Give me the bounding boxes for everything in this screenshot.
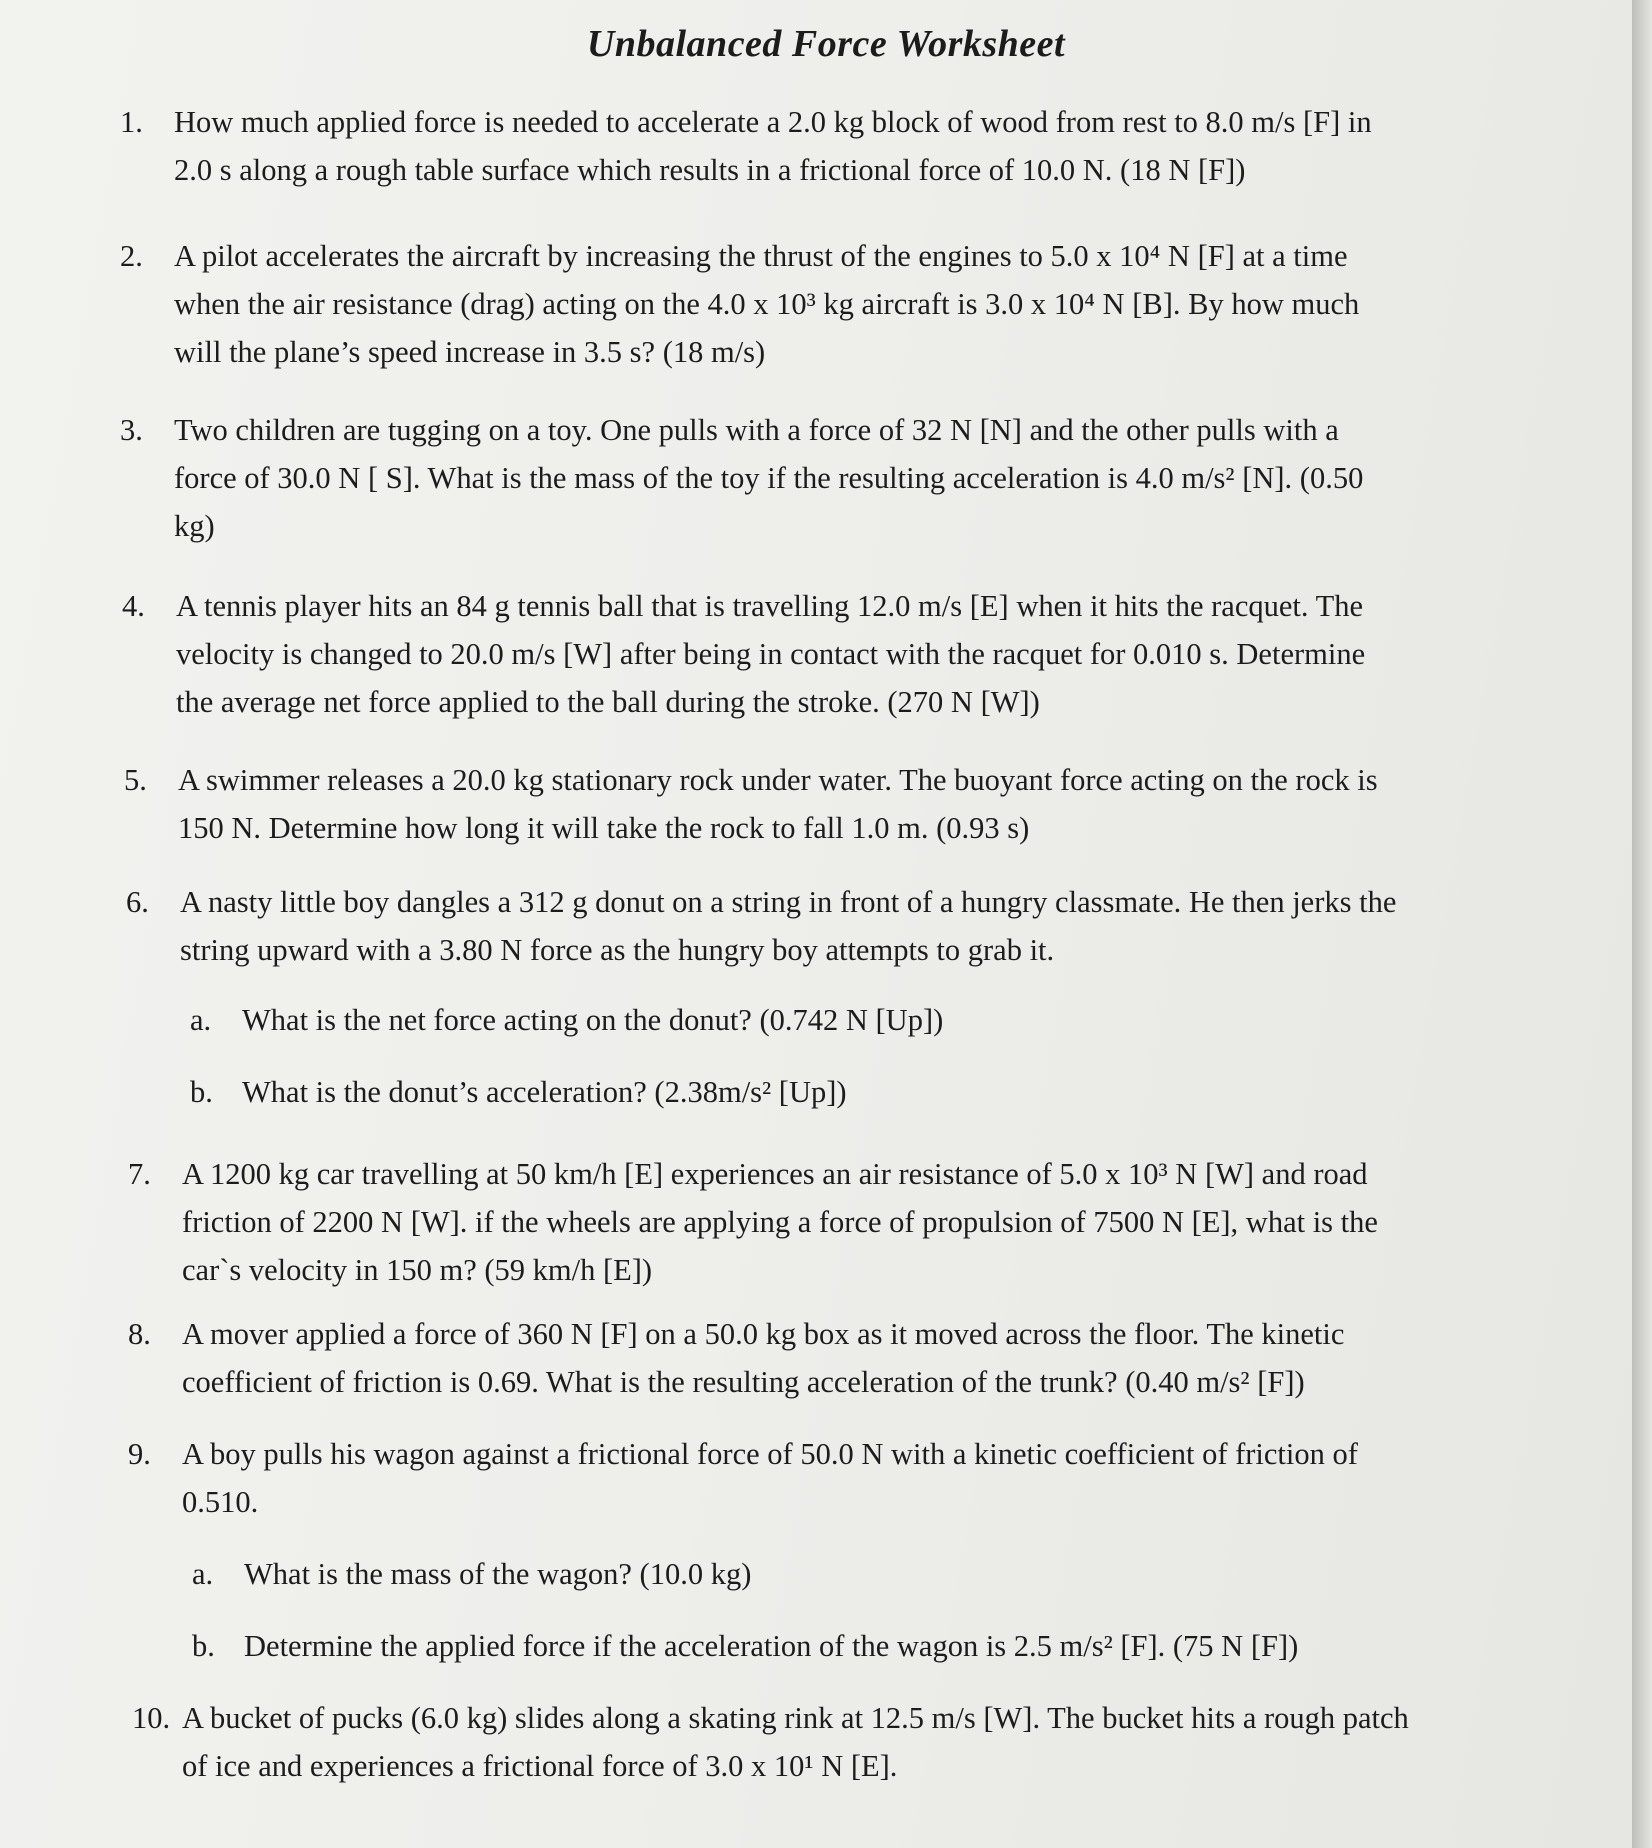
question-line: 150 N. Determine how long it will take the rock to fall 1.0 m. (0.93 s) [178, 811, 1030, 845]
sub-question-label: a. [190, 1003, 212, 1037]
question-line: kg) [174, 509, 215, 543]
question-line: the average net force applied to the ball during the stroke. (270 N [W]) [176, 685, 1040, 719]
question-line: A bucket of pucks (6.0 kg) slides along a skating rink at 12.5 m/s [W]. The bucket hits a rough patch [182, 1701, 1409, 1735]
sub-question-text: What is the net force acting on the donut? (0.742 N [Up]) [242, 1003, 944, 1037]
question-line: A 1200 kg car travelling at 50 km/h [E] experiences an air resistance of 5.0 x 10³ N [W] and road [182, 1157, 1368, 1191]
question-line: string upward with a 3.80 N force as the hungry boy attempts to grab it. [180, 933, 1055, 967]
question-number: 1. [120, 105, 143, 139]
question-line: A tennis player hits an 84 g tennis ball that is travelling 12.0 m/s [E] when it hits the racquet. The [176, 589, 1364, 623]
question-line: when the air resistance (drag) acting on the 4.0 x 10³ kg aircraft is 3.0 x 10⁴ N [B]. By how much [174, 287, 1360, 321]
question-line: of ice and experiences a frictional force of 3.0 x 10¹ N [E]. [182, 1749, 898, 1783]
question-number: 7. [128, 1157, 151, 1191]
question-6b [190, 1068, 847, 1116]
question-number: 4. [122, 589, 145, 623]
worksheet-title: Unbalanced Force Worksheet [586, 23, 1066, 65]
question-9a [192, 1550, 751, 1598]
question-3 [120, 406, 1363, 550]
question-line: car`s velocity in 150 m? (59 km/h [E]) [182, 1253, 653, 1287]
question-6 [126, 878, 1396, 974]
question-number: 3. [120, 413, 143, 447]
question-line: coefficient of friction is 0.69. What is the resulting acceleration of the trunk? (0.40 m/s² [F]) [182, 1365, 1305, 1399]
question-5 [124, 756, 1378, 852]
sub-question-text: Determine the applied force if the acceleration of the wagon is 2.5 m/s² [F]. (75 N [F]) [244, 1629, 1299, 1663]
question-line: Two children are tugging on a toy. One pulls with a force of 32 N [N] and the other pulls with a [174, 413, 1339, 447]
sub-question-text: What is the mass of the wagon? (10.0 kg) [244, 1557, 752, 1591]
question-line: friction of 2200 N [W]. if the wheels are applying a force of propulsion of 7500 N [E], what is the [182, 1205, 1378, 1239]
question-number: 10. [132, 1701, 171, 1735]
question-1 [120, 98, 1372, 194]
question-9 [128, 1430, 1358, 1526]
question-line: velocity is changed to 20.0 m/s [W] after being in contact with the racquet for 0.010 s. Determine [176, 637, 1366, 671]
sub-question-label: a. [192, 1557, 214, 1591]
question-8 [128, 1310, 1344, 1406]
question-number: 5. [124, 763, 147, 797]
question-9b [192, 1622, 1298, 1670]
question-line: A boy pulls his wagon against a frictional force of 50.0 N with a kinetic coefficient of friction of [182, 1437, 1358, 1471]
sub-question-label: b. [192, 1629, 215, 1663]
question-line: A nasty little boy dangles a 312 g donut on a string in front of a hungry classmate. He then jerks the [180, 885, 1397, 919]
question-number: 2. [120, 239, 143, 273]
question-6a [190, 996, 943, 1044]
page-edge [1632, 0, 1652, 1848]
question-line: A swimmer releases a 20.0 kg stationary rock under water. The buoyant force acting on the rock is [178, 763, 1378, 797]
question-line: will the plane’s speed increase in 3.5 s? (18 m/s) [174, 335, 766, 369]
question-line: A pilot accelerates the aircraft by increasing the thrust of the engines to 5.0 x 10⁴ N [F] at a time [174, 239, 1348, 273]
question-line: How much applied force is needed to accelerate a 2.0 kg block of wood from rest to 8.0 m/s [F] in [174, 105, 1372, 139]
sub-question-label: b. [190, 1075, 213, 1109]
question-2 [120, 232, 1359, 376]
question-7 [128, 1150, 1378, 1294]
question-4 [122, 582, 1365, 726]
question-number: 9. [128, 1437, 151, 1471]
question-line: force of 30.0 N [ S]. What is the mass of the toy if the resulting acceleration is 4.0 m/s² [N]. (0.50 [174, 461, 1364, 495]
question-10 [132, 1694, 1409, 1790]
question-line: A mover applied a force of 360 N [F] on a 50.0 kg box as it moved across the floor. The kinetic [182, 1317, 1345, 1351]
question-line: 0.510. [182, 1485, 259, 1519]
question-number: 8. [128, 1317, 151, 1351]
question-number: 6. [126, 885, 149, 919]
question-line: 2.0 s along a rough table surface which results in a frictional force of 10.0 N. (18 N [F]) [174, 153, 1246, 187]
sub-question-text: What is the donut’s acceleration? (2.38m/s² [Up]) [242, 1075, 847, 1109]
